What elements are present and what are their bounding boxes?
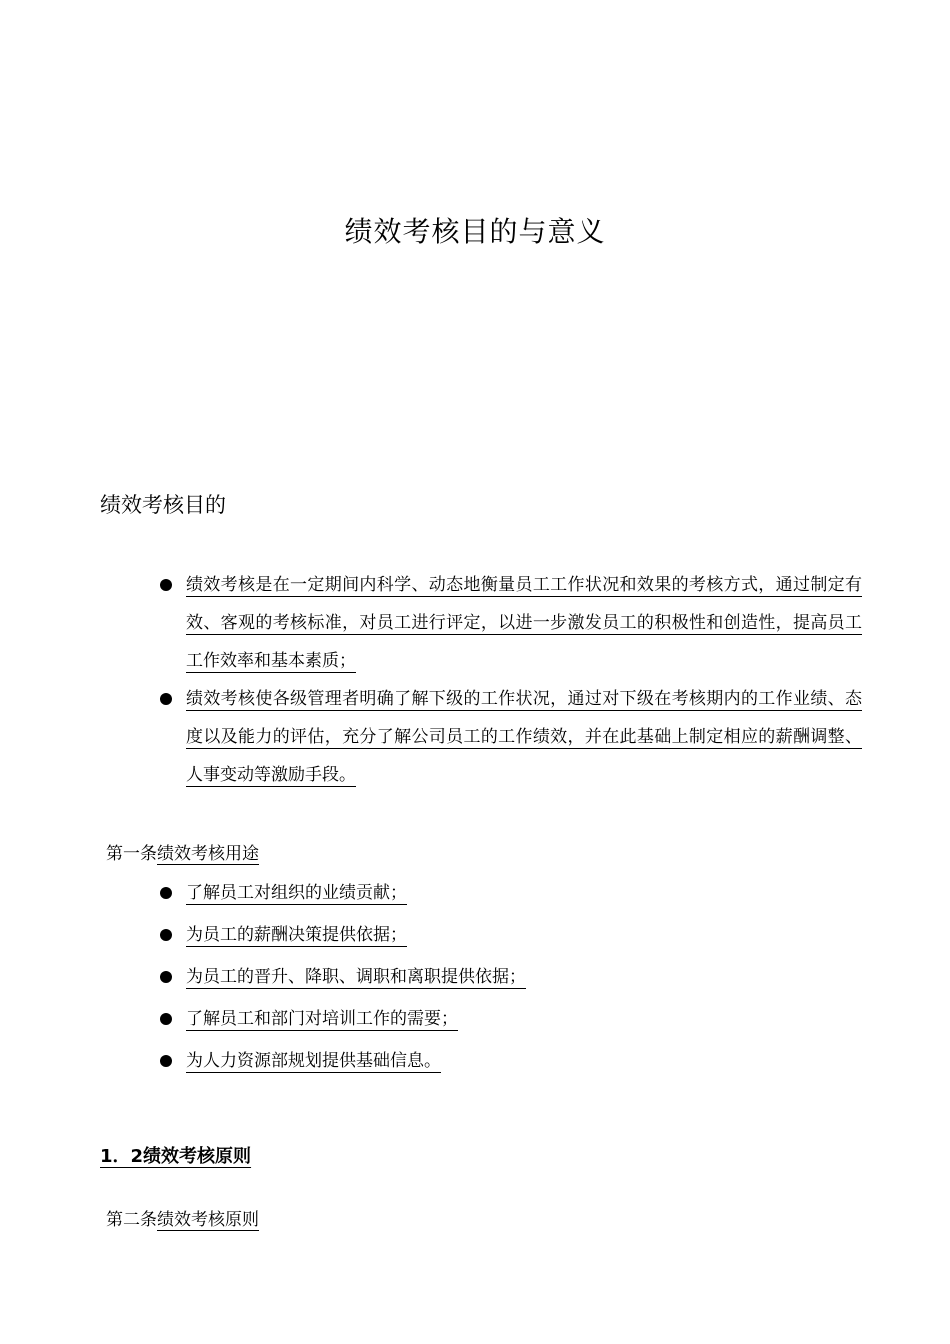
article-1 bbox=[106, 839, 259, 869]
article-2 bbox=[106, 1205, 259, 1235]
article-title: 绩效考核原则 bbox=[157, 1210, 259, 1230]
bullet-icon bbox=[160, 693, 172, 705]
bullet-icon bbox=[160, 1055, 172, 1067]
subsection-heading: 1．2绩效考核原则 bbox=[100, 1146, 252, 1167]
bullet-icon bbox=[160, 1013, 172, 1025]
article-title: 绩效考核用途 bbox=[157, 844, 259, 864]
list-item-text: 为员工的晋升、降职、调职和离职提供依据； bbox=[186, 967, 526, 987]
article-prefix: 第二条 bbox=[106, 1210, 157, 1230]
bullet-icon bbox=[160, 887, 172, 899]
list-item-text: 为人力资源部规划提供基础信息。 bbox=[186, 1051, 441, 1071]
bullet-icon bbox=[160, 971, 172, 983]
list-item-text: 绩效考核使各级管理者明确了解下级的工作状况，通过对下级在考核期内的工作业绩、态度以及能力的评估，充分了解公司员工的工作绩效，并在此基础上制定相应的薪酬调整、人事变动等激励手段。 bbox=[186, 689, 862, 785]
list-item-text: 为员工的薪酬决策提供依据； bbox=[186, 925, 407, 945]
bullet-icon bbox=[160, 579, 172, 591]
article-prefix: 第一条 bbox=[106, 844, 157, 864]
section-heading: 绩效考核目的 bbox=[100, 493, 226, 517]
document-title: 绩效考核目的与意义 bbox=[344, 215, 606, 248]
list-item-text: 绩效考核是在一定期间内科学、动态地衡量员工工作状况和效果的考核方式，通过制定有效、客观的考核标准，对员工进行评定，以进一步激发员工的积极性和创造性，提高员工工作效率和基本素质； bbox=[186, 575, 862, 671]
list-item-text: 了解员工和部门对培训工作的需要； bbox=[186, 1009, 458, 1029]
list-item-text: 了解员工对组织的业绩贡献； bbox=[186, 883, 407, 903]
bullet-icon bbox=[160, 929, 172, 941]
